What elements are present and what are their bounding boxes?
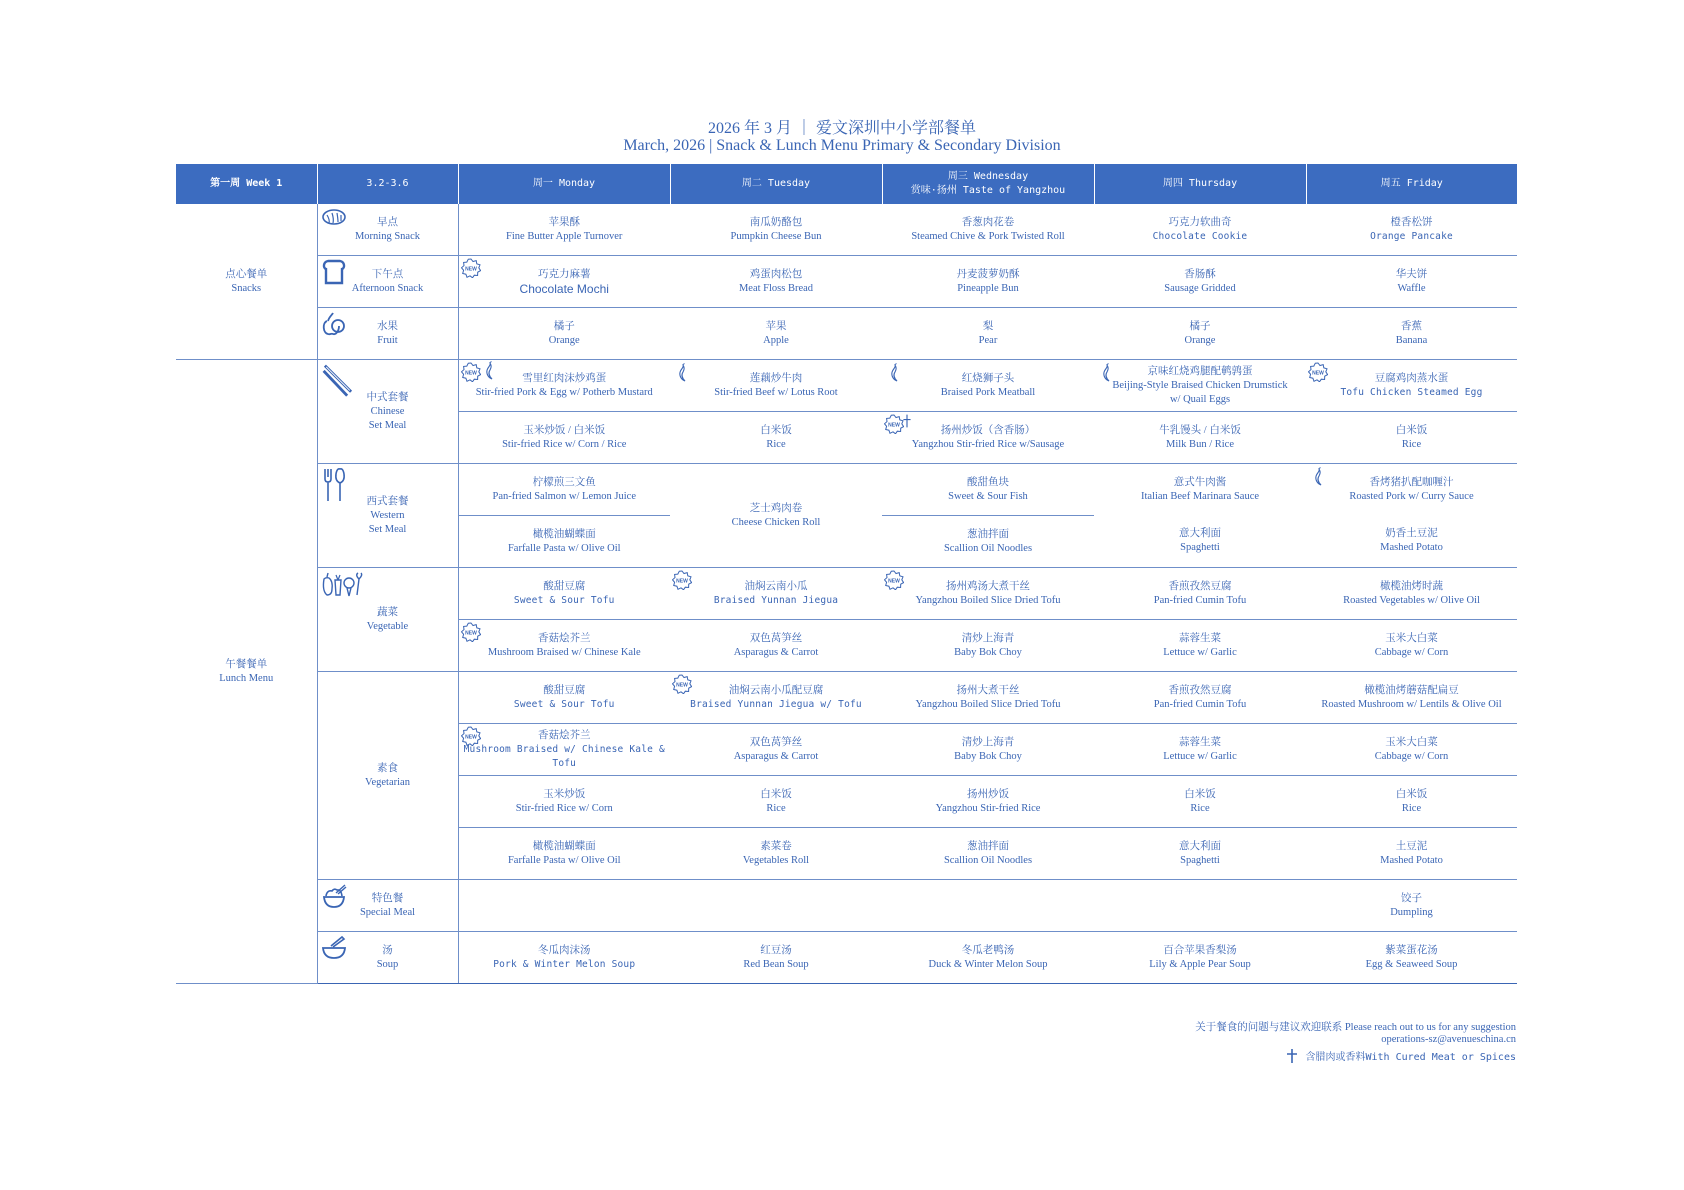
cured-meat-icon: [902, 413, 912, 429]
menu-title-cn: 2026 年 3 月 ｜ 爱文深圳中小学部餐单: [707, 120, 976, 137]
row-vegetable-1: [176, 568, 1517, 620]
menu-cell: 冬瓜老鸭汤 Duck & Winter Melon Soup: [882, 932, 1094, 984]
cured-meat-icon: [1287, 1049, 1297, 1063]
menu-cell-empty: [1094, 880, 1306, 932]
menu-cell: 苹果酥 Fine Butter Apple Turnover: [458, 204, 670, 256]
menu-cell: 素菜卷 Vegetables Roll: [670, 828, 882, 880]
menu-cell: 蒜蓉生菜 Lettuce w/ Garlic: [1094, 724, 1306, 776]
menu-cell: 意式牛肉酱 Italian Beef Marinara Sauce: [1140, 476, 1260, 502]
menu-table: [176, 164, 1517, 984]
row-chinese-main: [176, 360, 1517, 412]
rice-bowl-icon: [321, 883, 347, 909]
menu-cell: 土豆泥 Mashed Potato: [1306, 828, 1517, 880]
menu-cell: 牛乳馒头 / 白米饭 Milk Bun / Rice: [1094, 412, 1306, 464]
menu-cell: 香蕉 Banana: [1306, 308, 1517, 360]
menu-cell: 玉米大白菜 Cabbage w/ Corn: [1306, 724, 1517, 776]
friday-header: 周五 Friday: [1306, 164, 1517, 204]
wednesday-header: 周三 Wednesday 赏味·扬州 Taste of Yangzhou: [882, 164, 1094, 204]
menu-cell: 蒜蓉生菜 Lettuce w/ Garlic: [1094, 620, 1306, 672]
menu-cell: 雪里红肉沫炒鸡蛋 Stir-fried Pork & Egg w/ Potherb Mustard: [458, 360, 670, 412]
menu-cell: 玉米炒饭 / 白米饭 Stir-fried Rice w/ Corn / Rice: [458, 412, 670, 464]
footer-legend: [1287, 1048, 1516, 1063]
toast-icon: [321, 259, 347, 285]
menu-cell: 橘子 Orange: [458, 308, 670, 360]
menu-cell: 香肠酥 Sausage Gridded: [1094, 256, 1306, 308]
category-afternoon-snack: 下午点 Afternoon Snack: [317, 256, 458, 308]
menu-cell: 香烤猪扒配咖喱汁 Roasted Pork w/ Curry Sauce: [1306, 464, 1517, 516]
row-special-meal: [176, 880, 1517, 932]
row-soup: [176, 932, 1517, 984]
menu-cell-empty: [670, 880, 882, 932]
menu-cell: 意大利面 Spaghetti: [1094, 828, 1306, 880]
vegetables-icon: [321, 571, 363, 597]
menu-cell-empty: [882, 880, 1094, 932]
menu-cell-empty: [458, 880, 670, 932]
menu-cell: 芝士鸡肉卷 Cheese Chicken Roll: [670, 464, 882, 568]
menu-cell: 油焖云南小瓜 Braised Yunnan Jiegua: [670, 568, 882, 620]
menu-cell: 南瓜奶酪包 Pumpkin Cheese Bun: [670, 204, 882, 256]
fork-knife-icon: [321, 467, 347, 503]
spice-icon: [1312, 467, 1326, 487]
header-row: [176, 164, 1517, 204]
new-badge-icon: [461, 622, 481, 642]
menu-cell: 玉米大白菜 Cabbage w/ Corn: [1306, 620, 1517, 672]
monday-header: 周一 Monday: [458, 164, 670, 204]
menu-cell: 清炒上海青 Baby Bok Choy: [882, 724, 1094, 776]
menu-cell: 白米饭 Rice: [1306, 412, 1517, 464]
menu-cell: 酸甜鱼块 Sweet & Sour Fish: [882, 464, 1094, 516]
new-badge-icon: [461, 726, 481, 746]
tuesday-header: 周二 Tuesday: [670, 164, 882, 204]
menu-cell: 白米饭 Rice: [1094, 776, 1306, 828]
category-morning-snack: 早点 Morning Snack: [317, 204, 458, 256]
legend-text: 含腊肉或香料With Cured Meat or Spices: [1305, 1052, 1516, 1063]
menu-cell: 莲藕炒牛肉 Stir-fried Beef w/ Lotus Root: [670, 360, 882, 412]
new-badge-icon: [672, 674, 692, 694]
menu-cell: 油焖云南小瓜配豆腐 Braised Yunnan Jiegua w/ Tofu: [670, 672, 882, 724]
new-badge-icon: [461, 258, 481, 278]
menu-cell: 丹麦菠萝奶酥 Pineapple Bun: [882, 256, 1094, 308]
menu-cell: 梨 Pear: [882, 308, 1094, 360]
menu-cell: 玉米炒饭 Stir-fried Rice w/ Corn: [458, 776, 670, 828]
menu-cell: 奶香土豆泥 Mashed Potato: [1306, 516, 1517, 568]
menu-cell: 百合苹果香梨汤 Lily & Apple Pear Soup: [1094, 932, 1306, 984]
menu-cell: 华夫饼 Waffle: [1306, 256, 1517, 308]
menu-cell: 葱油拌面 Scallion Oil Noodles: [882, 516, 1094, 568]
category-fruit: 水果 Fruit: [317, 308, 458, 360]
category-western-set: 西式套餐 Western Set Meal: [317, 464, 458, 568]
footer-email[interactable]: operations-sz@avenueschina.cn: [1381, 1034, 1516, 1045]
category-chinese-set: 中式套餐 Chinese Set Meal: [317, 360, 458, 464]
new-badge-icon: [461, 362, 481, 382]
menu-cell: 苹果 Apple: [670, 308, 882, 360]
dates-header: 3.2-3.6: [317, 164, 458, 204]
wednesday-theme: 赏味·扬州 Taste of Yangzhou: [910, 185, 1066, 196]
menu-cell: 红烧狮子头 Braised Pork Meatball: [882, 360, 1094, 412]
new-badge-icon: [1308, 362, 1328, 382]
menu-cell: 扬州大煮干丝 Yangzhou Boiled Slice Dried Tofu: [882, 672, 1094, 724]
menu-cell: 橄榄油蝴蝶面 Farfalle Pasta w/ Olive Oil: [458, 828, 670, 880]
new-badge-icon: [884, 414, 904, 434]
menu-cell: 红豆汤 Red Bean Soup: [670, 932, 882, 984]
menu-cell: 双色莴笋丝 Asparagus & Carrot: [670, 620, 882, 672]
menu-cell: 香煎孜然豆腐 Pan-fried Cumin Tofu: [1094, 672, 1306, 724]
soup-bowl-icon: [321, 935, 347, 961]
menu-cell: 白米饭 Rice: [1306, 776, 1517, 828]
row-vegetarian-1: [176, 672, 1517, 724]
new-badge-icon: [884, 570, 904, 590]
menu-cell: 橄榄油烤蘑菇配扁豆 Roasted Mushroom w/ Lentils & Olive Oil: [1306, 672, 1517, 724]
menu-cell: 香菇烩芥兰 Mushroom Braised w/ Chinese Kale: [458, 620, 670, 672]
spice-icon: [676, 363, 690, 383]
apple-icon: [321, 311, 347, 337]
croissant-icon: [321, 207, 347, 233]
row-fruit: [176, 308, 1517, 360]
menu-cell: 扬州炒饭（含香肠） Yangzhou Stir-fried Rice w/Sausage: [882, 412, 1094, 464]
menu-cell: 白米饭 Rice: [670, 776, 882, 828]
menu-cell: 饺子 Dumpling: [1306, 880, 1517, 932]
menu-cell: 香煎孜然豆腐 Pan-fried Cumin Tofu: [1094, 568, 1306, 620]
row-afternoon-snack: [176, 256, 1517, 308]
menu-cell: 鸡蛋肉松包 Meat Floss Bread: [670, 256, 882, 308]
week-header: 第一周 Week 1: [176, 164, 317, 204]
menu-cell: 白米饭 Rice: [670, 412, 882, 464]
row-morning-snack: [176, 204, 1517, 256]
menu-cell: 紫菜蛋花汤 Egg & Seaweed Soup: [1306, 932, 1517, 984]
thursday-header: 周四 Thursday: [1094, 164, 1306, 204]
menu-cell: 双色莴笋丝 Asparagus & Carrot: [670, 724, 882, 776]
menu-cell: 巧克力麻薯 Chocolate Mochi: [458, 256, 670, 308]
menu-cell: 扬州鸡汤大煮干丝 Yangzhou Boiled Slice Dried Tofu: [882, 568, 1094, 620]
spice-icon: [483, 361, 497, 381]
menu-cell: 京味红烧鸡腿配鹌鹑蛋 Beijing-Style Braised Chicken Drumstick w/ Quail Eggs: [1094, 360, 1306, 412]
chopsticks-icon: [321, 363, 355, 397]
category-special-meal: 特色餐 Special Meal: [317, 880, 458, 932]
menu-cell: 清炒上海青 Baby Bok Choy: [882, 620, 1094, 672]
menu-cell: 葱油拌面 Scallion Oil Noodles: [882, 828, 1094, 880]
menu-cell: 巧克力软曲奇 Chocolate Cookie: [1094, 204, 1306, 256]
footer-suggestion: 关于餐食的问题与建议欢迎联系 Please reach out to us for any suggestion: [1195, 1022, 1516, 1033]
category-soup: 汤 Soup: [317, 932, 458, 984]
category-vegetarian: 素食 Vegetarian: [317, 672, 458, 880]
menu-cell: 橄榄油蝴蝶面 Farfalle Pasta w/ Olive Oil: [458, 516, 670, 568]
spice-icon: [1100, 363, 1114, 383]
menu-cell: 橘子 Orange: [1094, 308, 1306, 360]
menu-cell: 酸甜豆腐 Sweet & Sour Tofu: [458, 568, 670, 620]
menu-cell: 酸甜豆腐 Sweet & Sour Tofu: [458, 672, 670, 724]
spice-icon: [888, 363, 902, 383]
category-vegetable: 蔬菜 Vegetable: [317, 568, 458, 672]
menu-cell: 香葱肉花卷 Steamed Chive & Pork Twisted Roll: [882, 204, 1094, 256]
menu-cell: 橙香松饼 Orange Pancake: [1306, 204, 1517, 256]
row-western-main: [176, 464, 1517, 516]
menu-title-en: March, 2026 | Snack & Lunch Menu Primary & Secondary Division: [623, 137, 1061, 154]
menu-cell: 豆腐鸡肉蒸水蛋 Tofu Chicken Steamed Egg: [1306, 360, 1517, 412]
menu-cell: 柠檬煎三文鱼 Pan-fried Salmon w/ Lemon Juice: [458, 464, 670, 516]
menu-cell: 香菇烩芥兰 Mushroom Braised w/ Chinese Kale & Tofu: [458, 724, 670, 776]
section-lunch: 午餐餐单 Lunch Menu: [176, 360, 317, 984]
menu-cell: 扬州炒饭 Yangzhou Stir-fried Rice: [882, 776, 1094, 828]
new-badge-icon: [672, 570, 692, 590]
section-snacks: 点心餐单 Snacks: [176, 204, 317, 360]
menu-cell: 冬瓜肉沫汤 Pork & Winter Melon Soup: [458, 932, 670, 984]
menu-cell: 意大利面 Spaghetti: [1094, 516, 1306, 568]
menu-cell: 橄榄油烤时蔬 Roasted Vegetables w/ Olive Oil: [1306, 568, 1517, 620]
